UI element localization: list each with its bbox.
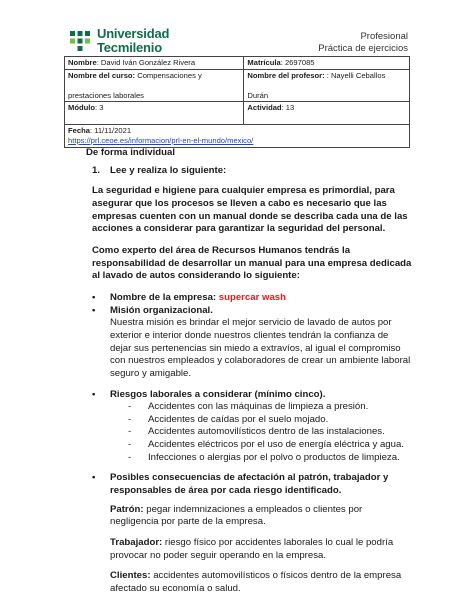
risk-item: - Accidentes de caídas por el suelo mojado. (128, 413, 329, 425)
university-logo (68, 27, 169, 54)
mission-text: Nuestra misión es brindar el mejor servicio de lavado de autos por exterior e interior donde nuestros clientes tendrán la confianza de dejar sus pertenencias sin miedo a extravíos, al igual el compromiso con nuestros empleados y colaboradores de crear un ambiente laboral seguro y amigable. (110, 317, 411, 379)
cell-name: Nombre: David Iván González Rivera (65, 57, 244, 70)
bullet-mission: • Misión organizacional. (92, 304, 213, 316)
cell-module: Módulo: 3 (65, 102, 244, 125)
logo-line-1: Universidad (97, 26, 170, 41)
cell-matricula: Matrícula: 2697085 (244, 57, 410, 70)
risks-list (92, 401, 412, 464)
numbered-item: 1. Lee y realiza lo siguiente: (92, 164, 227, 176)
section-title: De forma individual (86, 147, 176, 158)
document-body (86, 147, 412, 596)
company-name: supercar wash (218, 291, 286, 303)
header-program: Profesional (360, 31, 408, 42)
bullet-risks: • Riesgos laborales a considerar (mínimo cinco). (92, 388, 326, 400)
header-right (318, 31, 408, 55)
consequence-clients: Clientes: accidentes automovilísticos o físicos dentro de la empresa afectado su economía o salud. (110, 570, 402, 595)
risk-item: - Accidentes automovilísticos dentro de las instalaciones. (128, 426, 385, 438)
consequence-patron: Patrón: pegar indemnizaciones a empleados o clientes por negligencia por parte de la empresa. (110, 503, 363, 528)
risk-item: - Accidentes con las máquinas de limpieza a presión. (128, 401, 369, 413)
tecmilenio-logo-icon (68, 29, 92, 53)
cell-professor: Nombre del profesor: : Nayelli Ceballos Durán (244, 69, 410, 102)
bullet-company: • Nombre de la empresa: supercar wash (92, 291, 286, 303)
risk-item: - Accidentes eléctricos por el uso de energía eléctrica y agua. (128, 439, 404, 451)
logo-line-2: Tecmilenio (97, 40, 162, 55)
reference-link[interactable]: https://prl.ceoe.es/informacion/prl-en-el-mundo/mexico/ (68, 136, 254, 146)
risk-item: - Infecciones o alergias por el polvo o productos de limpieza. (128, 451, 400, 463)
bullet-consequences: • Posibles consecuencias de afectación al patrón, trabajador y responsables de área por cada riesgo identificado. (92, 472, 389, 497)
header-doc-type: Práctica de ejercicios (318, 42, 408, 54)
intro-paragraph: La seguridad e higiene para cualquier empresa es primordial, para asegurar que los procesos se lleven a cabo es necesario que las empresas cuenten con un manual donde se describa cada una de las acciones a considerar para garantizar la seguridad del personal. (92, 185, 408, 235)
cell-course: Nombre del curso: Compensaciones y prestaciones laborales (65, 69, 244, 102)
cell-date: Fecha: 11/11/2021 https://prl.ceoe.es/informacion/prl-en-el-mundo/mexico/ (65, 125, 410, 148)
task-paragraph: Como experto del área de Recursos Humanos tendrás la responsabilidad de desarrollar un manual para una empresa dedicada al lavado de autos considerando lo siguiente: (92, 244, 412, 282)
student-info-table (64, 56, 410, 148)
cell-activity: Actividad: 13 (244, 102, 410, 125)
consequence-worker: Trabajador: riesgo físico por accidentes laborales lo cual le podría provocar no poder seguir operando en la empresa. (110, 537, 394, 561)
